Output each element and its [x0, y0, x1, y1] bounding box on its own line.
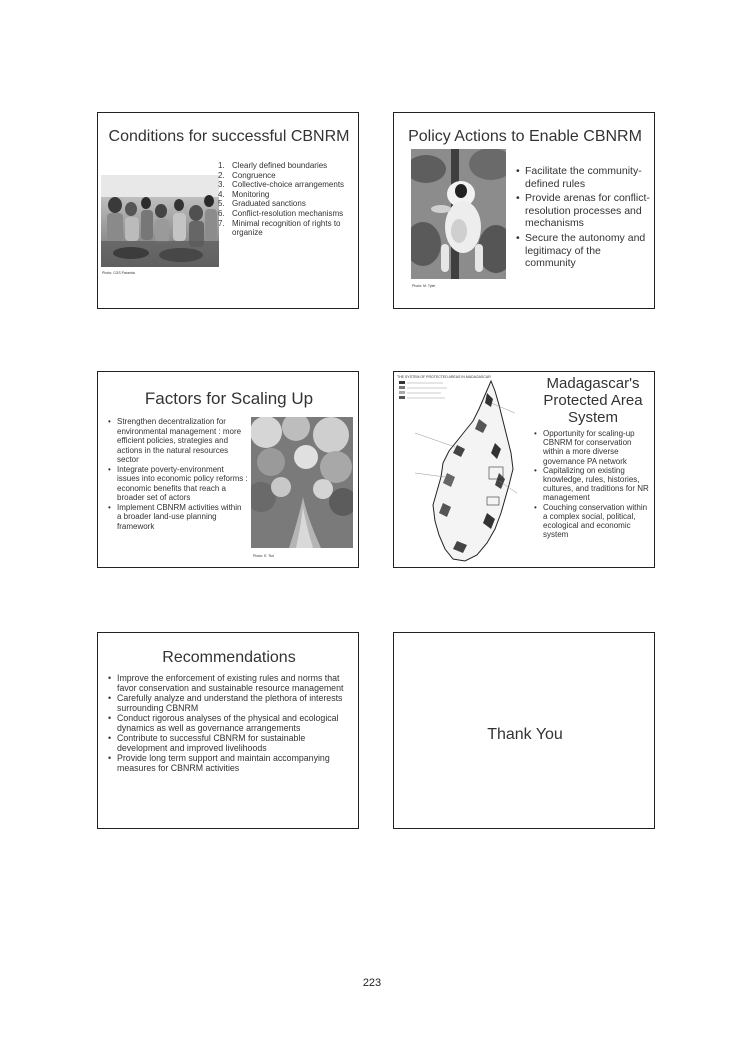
list-item: 5. Graduated sanctions: [218, 199, 306, 209]
slide-title: Policy Actions to Enable CBNRM: [408, 128, 642, 145]
policy-bullets: [516, 165, 651, 270]
map-title: THE SYSTEM OF PROTECTED AREAS IN MADAGASCAR: [397, 375, 491, 379]
photo-credit: Photo: M. Tyler: [412, 284, 436, 288]
protected-area-bullets: [534, 429, 652, 539]
recommendation-bullets: [108, 673, 353, 773]
slide-title: Conditions for successful CBNRM: [108, 128, 350, 145]
list-item: • Integrate poverty-environment issues into economic policy reforms : economic benefits that reach a broader set of actors: [108, 465, 248, 503]
list-item: 6. Conflict-resolution mechanisms: [218, 208, 344, 218]
slide-title: Madagascar's Protected Area System: [543, 375, 643, 426]
slide-title: Thank You: [487, 726, 563, 743]
forest-path-photo: [251, 417, 353, 548]
lemur-photo: [411, 149, 506, 279]
list-item: • Provide arenas for conflict-resolution processes and mechanisms: [516, 192, 651, 230]
list-item: • Improve the enforcement of existing rules and norms that favor conservation and sustainable resource management: [108, 673, 353, 693]
list-item: • Carefully analyze and understand the plethora of interests surrounding CBNRM: [108, 693, 353, 713]
list-item: 1. Clearly defined boundaries: [218, 161, 328, 170]
photo-credit: Photo: CGS Paranda: [102, 271, 135, 275]
slide-title: Recommendations: [162, 649, 296, 666]
list-item: • Facilitate the community-defined rules: [516, 165, 651, 190]
list-item: • Capitalizing on existing knowledge, rules, histories, cultures, and traditions for NR management: [534, 466, 652, 503]
photo-credit: Photo: E. Tsd: [253, 554, 274, 558]
list-item: • Implement CBNRM activities within a broader land-use planning framework: [108, 503, 248, 532]
scaling-bullets: [108, 417, 248, 531]
slide-scaling-up: [97, 371, 359, 568]
slide-title: Factors for Scaling Up: [144, 389, 314, 408]
list-item: 2. Congruence: [218, 170, 276, 180]
slide-thank-you: [393, 632, 655, 829]
slide-protected-areas: [393, 371, 655, 568]
list-item: • Opportunity for scaling-up CBNRM for conservation within a more diverse governance PA network: [534, 429, 652, 466]
slide-recommendations: [97, 632, 359, 829]
conditions-list: [218, 161, 353, 238]
slide-policy-actions: [393, 112, 655, 309]
list-item: • Provide long term support and maintain accompanying measures for CBNRM activities: [108, 753, 353, 773]
list-item: • Contribute to successful CBNRM for sustainable development and improved livelihoods: [108, 733, 353, 753]
slide-conditions: [97, 112, 359, 309]
list-item: 4. Monitoring: [218, 189, 270, 199]
list-item: • Strengthen decentralization for environmental management : more efficient policies, strategies and actions in the natural resources sector: [108, 417, 248, 465]
madagascar-map: [395, 373, 535, 567]
list-item: • Conduct rigorous analyses of the physical and ecological dynamics as well as governance arrangements: [108, 713, 353, 733]
list-item: 7. Minimal recognition of rights to organize: [218, 218, 341, 238]
list-item: 3. Collective-choice arrangements: [218, 180, 345, 190]
list-item: • Secure the autonomy and legitimacy of the community: [516, 232, 651, 270]
page-number: 223: [362, 977, 382, 989]
community-meeting-photo: [101, 175, 219, 267]
list-item: • Couching conservation within a complex social, political, ecological and economic system: [534, 503, 652, 540]
